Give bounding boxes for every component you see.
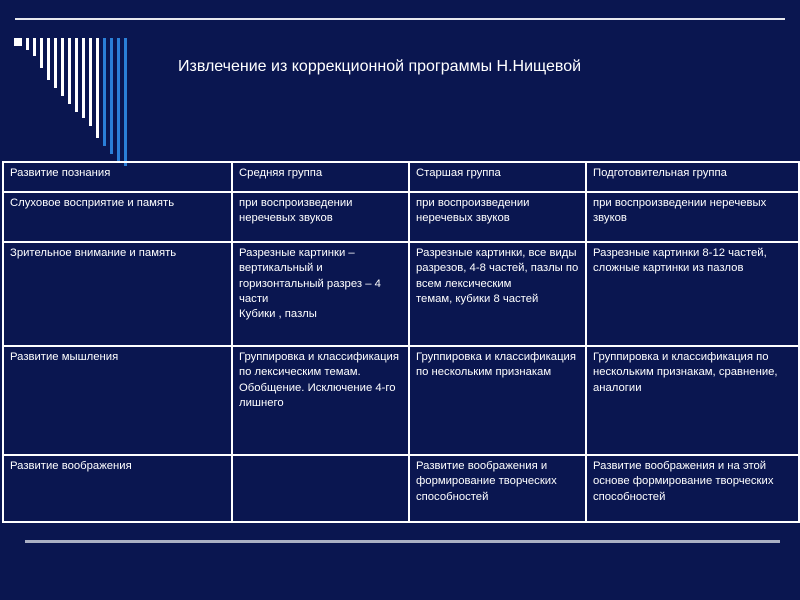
top-divider	[15, 18, 785, 20]
decorative-bars-graphic	[0, 0, 140, 170]
table-cell: при воспроизведении неречевых звуков	[409, 192, 586, 242]
table-cell: Слуховое восприятие и память	[3, 192, 232, 242]
table-row	[3, 455, 799, 522]
table-cell: Развитие воображения и формирование творческих способностей	[409, 455, 586, 522]
table-cell: Развитие воображения и на этой основе формирование творческих способностей	[586, 455, 799, 522]
table-row	[3, 192, 799, 242]
decorative-bars	[0, 0, 140, 170]
bottom-divider	[25, 540, 780, 543]
table-cell: Группировка и классификация по нескольким признакам, сравнение, аналогии	[586, 346, 799, 455]
table-cell: Разрезные картинки 8-12 частей, сложные картинки из пазлов	[586, 242, 799, 346]
table-cell: Группировка и классификация по лексическим темам. Обобщение. Исключение 4-го лишнего	[232, 346, 409, 455]
table-row	[3, 242, 799, 346]
table-cell: Группировка и классификация по нескольким признакам	[409, 346, 586, 455]
header-cell-middle-group: Средняя группа	[232, 162, 409, 192]
table-cell	[232, 455, 409, 522]
header-cell-preparatory-group: Подготовительная группа	[586, 162, 799, 192]
table-cell: при воспроизведении неречевых звуков	[232, 192, 409, 242]
table-cell: при воспроизведении неречевых звуков	[586, 192, 799, 242]
table-cell: Развитие мышления	[3, 346, 232, 455]
table-cell: Развитие воображения	[3, 455, 232, 522]
slide-title: Извлечение из коррекционной программы Н.Нищевой	[178, 58, 582, 75]
table-cell: Зрительное внимание и память	[3, 242, 232, 346]
header-cell-category: Развитие познания	[3, 162, 232, 192]
table-header-row	[3, 162, 799, 192]
table-cell: Разрезные картинки – вертикальный и горизонтальный разрез – 4 части Кубики , пазлы	[232, 242, 409, 346]
table-cell: Разрезные картинки, все виды разрезов, 4-8 частей, пазлы по всем лексическим темам, кубики 8 частей	[409, 242, 586, 346]
table-row	[3, 346, 799, 455]
header-cell-senior-group: Старшая группа	[409, 162, 586, 192]
program-table	[2, 161, 800, 523]
